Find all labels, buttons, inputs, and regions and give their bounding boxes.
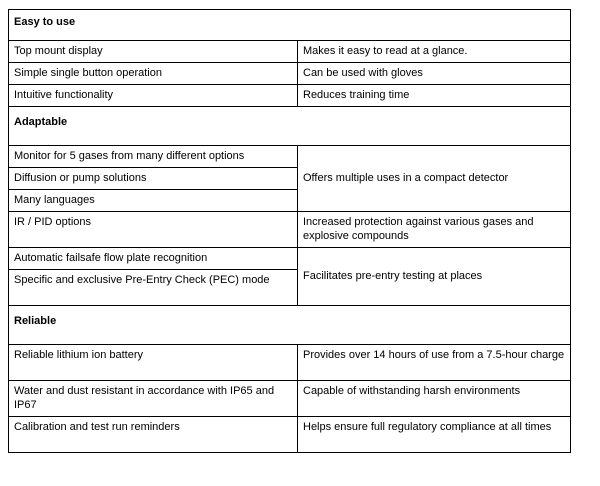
benefit-cell: Can be used with gloves (298, 63, 571, 85)
feature-cell: Automatic failsafe flow plate recognition (9, 248, 298, 270)
feature-cell: Intuitive functionality (9, 85, 298, 107)
feature-cell: Many languages (9, 190, 298, 212)
table-row (9, 63, 571, 85)
table-row (9, 248, 571, 270)
benefit-cell: Makes it easy to read at a glance. (298, 41, 571, 63)
table-row (9, 41, 571, 63)
section-title: Easy to use (9, 10, 571, 41)
table-row (9, 85, 571, 107)
benefit-cell: Helps ensure full regulatory compliance at all times (298, 417, 571, 453)
table-row (9, 345, 571, 381)
table-row (9, 146, 571, 168)
table-row (9, 417, 571, 453)
table-row (9, 381, 571, 417)
features-table (8, 9, 571, 453)
feature-cell: Top mount display (9, 41, 298, 63)
feature-cell: Calibration and test run reminders (9, 417, 298, 453)
section-header-row (9, 107, 571, 146)
section-header-row (9, 10, 571, 41)
benefit-cell: Increased protection against various gases and explosive compounds (298, 212, 571, 248)
feature-cell: Monitor for 5 gases from many different options (9, 146, 298, 168)
feature-cell: Specific and exclusive Pre-Entry Check (PEC) mode (9, 270, 298, 306)
benefit-cell: Facilitates pre-entry testing at places (298, 248, 571, 306)
feature-cell: IR / PID options (9, 212, 298, 248)
benefit-cell: Provides over 14 hours of use from a 7.5-hour charge (298, 345, 571, 381)
section-title: Reliable (9, 306, 571, 345)
benefit-cell: Offers multiple uses in a compact detector (298, 146, 571, 212)
section-header-row (9, 306, 571, 345)
feature-cell: Simple single button operation (9, 63, 298, 85)
feature-cell: Reliable lithium ion battery (9, 345, 298, 381)
benefit-cell: Capable of withstanding harsh environments (298, 381, 571, 417)
benefit-cell: Reduces training time (298, 85, 571, 107)
feature-cell: Diffusion or pump solutions (9, 168, 298, 190)
section-title: Adaptable (9, 107, 571, 146)
table-row (9, 212, 571, 248)
feature-cell: Water and dust resistant in accordance with IP65 and IP67 (9, 381, 298, 417)
